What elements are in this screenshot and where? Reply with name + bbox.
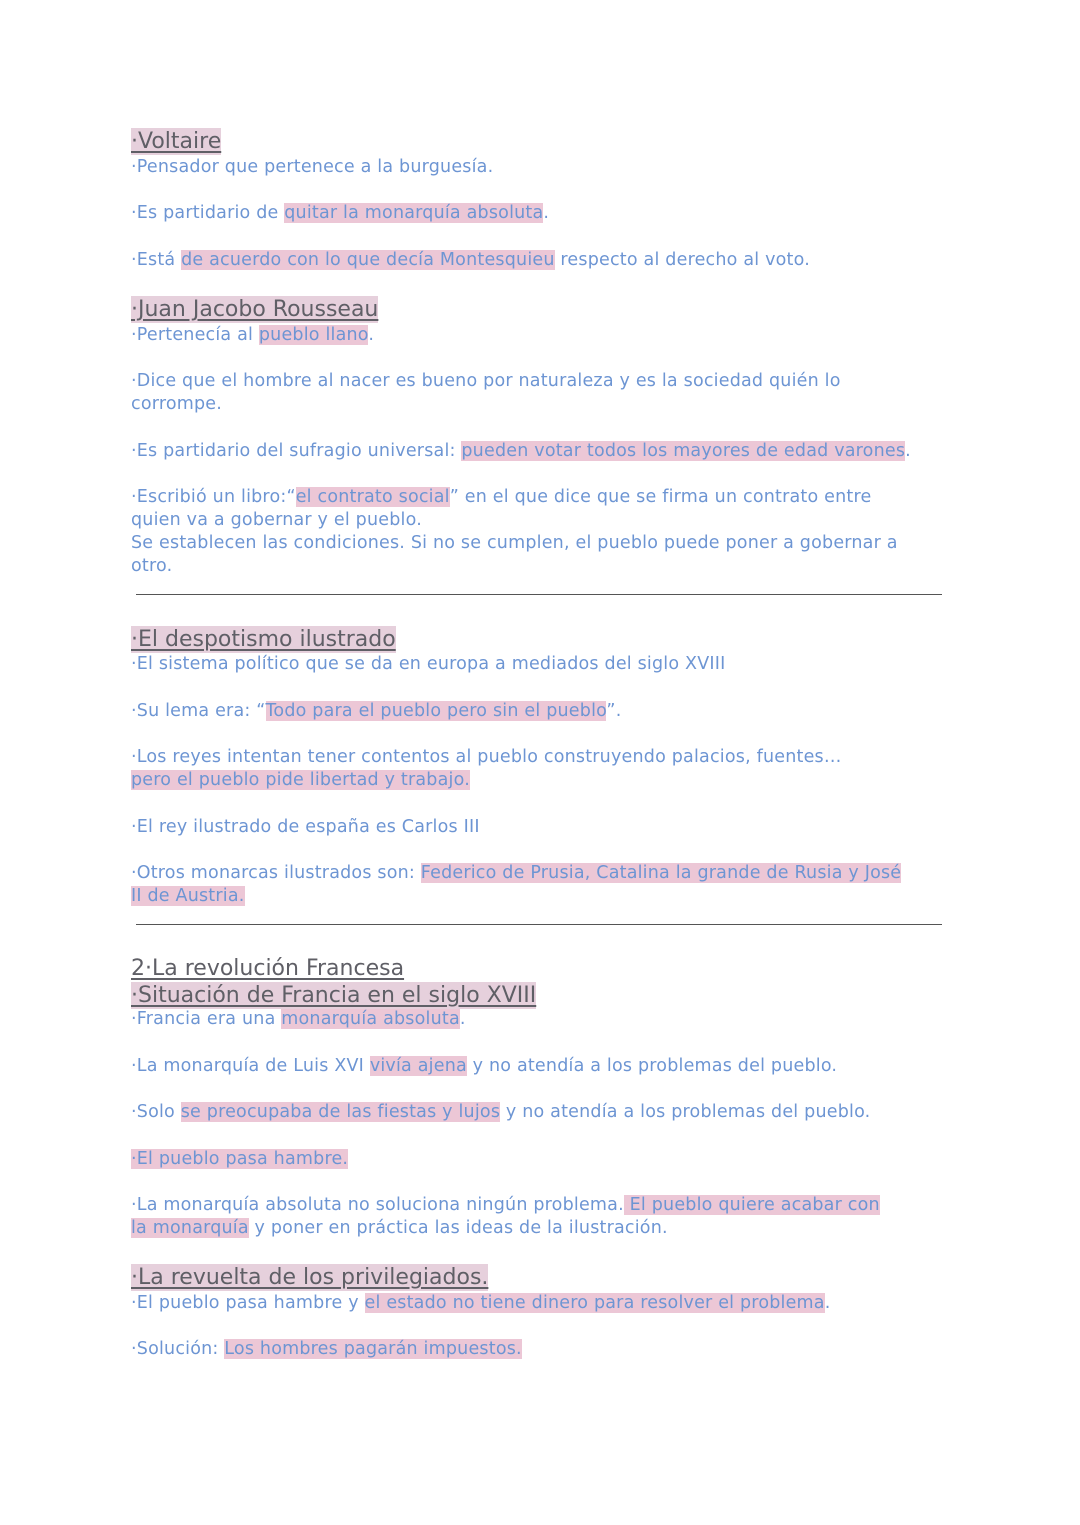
- rousseau-line-3: [131, 440, 961, 463]
- text: ·La monarquía de Luis XVI: [131, 1056, 370, 1076]
- highlight: el contrato social: [295, 487, 450, 507]
- revuelta-line-1: [131, 1292, 961, 1315]
- text: ·Es partidario del sufragio universal:: [131, 441, 462, 461]
- rousseau-line-4b: quien va a gobernar y el pueblo.: [131, 510, 422, 530]
- text: y poner en práctica las ideas de la ilustración.: [248, 1218, 668, 1238]
- voltaire-line-3: [131, 249, 961, 272]
- rousseau-line-1: [131, 324, 961, 347]
- despotismo-line-4: ·El rey ilustrado de españa es Carlos III: [131, 817, 480, 837]
- rousseau-line-5b: otro.: [131, 556, 173, 576]
- divider: [136, 924, 942, 925]
- text: ·Francia era una: [131, 1009, 282, 1029]
- text: ” en el que dice que se firma un contrato entre: [449, 487, 872, 507]
- highlight: el estado no tiene dinero para resolver el problema: [364, 1293, 825, 1313]
- highlight: El pueblo quiere acabar con: [623, 1195, 880, 1215]
- heading-voltaire: ·Voltaire: [131, 129, 222, 154]
- revolucion-line-4: [131, 1148, 961, 1171]
- heading-revolucion: 2·La revolución Francesa: [131, 956, 405, 981]
- text: ·Solo: [131, 1102, 181, 1122]
- text: ·El pueblo pasa hambre y: [131, 1293, 365, 1313]
- divider: [136, 594, 942, 595]
- text: .: [905, 441, 911, 461]
- text: ·Otros monarcas ilustrados son:: [131, 863, 421, 883]
- highlight: de acuerdo con lo que decía Montesquieu: [181, 250, 555, 270]
- despotismo-line-3b: [131, 769, 961, 792]
- heading-rousseau: ·Juan Jacobo Rousseau: [131, 297, 379, 322]
- highlight: Los hombres pagarán impuestos.: [224, 1339, 522, 1359]
- text: respecto al derecho al voto.: [554, 250, 810, 270]
- highlight: pueblo llano: [258, 325, 369, 345]
- rousseau-line-2: ·Dice que el hombre al nacer es bueno por naturaleza y es la sociedad quién lo: [131, 371, 841, 391]
- highlight: Federico de Prusia, Catalina la grande de Rusia y José: [420, 863, 902, 883]
- highlight: pero el pueblo pide libertad y trabajo.: [131, 770, 470, 790]
- rousseau-line-4: [131, 486, 961, 509]
- despotismo-line-1: ·El sistema político que se da en europa a mediados del siglo XVIII: [131, 654, 726, 674]
- heading-revuelta: ·La revuelta de los privilegiados.: [131, 1265, 489, 1290]
- highlight: vivía ajena: [369, 1056, 467, 1076]
- subheading-situacion: ·Situación de Francia en el siglo XVIII: [131, 983, 537, 1008]
- heading-despotismo: ·El despotismo ilustrado: [131, 627, 396, 652]
- highlight: monarquía absoluta: [281, 1009, 460, 1029]
- highlight: Todo para el pueblo pero sin el pueblo: [265, 701, 607, 721]
- rousseau-line-2b: corrompe.: [131, 394, 223, 414]
- voltaire-line-2: [131, 202, 961, 225]
- text: ·Solución:: [131, 1339, 225, 1359]
- text: ·Su lema era: “: [131, 701, 266, 721]
- despotismo-line-5b: [131, 885, 961, 908]
- despotismo-line-5: [131, 862, 961, 885]
- highlight: II de Austria.: [131, 886, 245, 906]
- text: .: [824, 1293, 831, 1313]
- revolucion-line-5: [131, 1194, 961, 1217]
- revolucion-line-1: [131, 1008, 961, 1031]
- revolucion-line-3: [131, 1101, 961, 1124]
- text: ”.: [606, 701, 622, 721]
- text: ·Escribió un libro:“: [131, 487, 296, 507]
- highlight: se preocupaba de las fiestas y lujos: [180, 1102, 501, 1122]
- highlight: ·El pueblo pasa hambre.: [131, 1149, 349, 1169]
- despotismo-line-2: [131, 700, 961, 723]
- revuelta-line-2: [131, 1338, 961, 1361]
- text: .: [368, 325, 375, 345]
- revolucion-line-2: [131, 1055, 961, 1078]
- text: .: [459, 1009, 466, 1029]
- text: ·Pertenecía al: [131, 325, 259, 345]
- revolucion-line-5b: [131, 1217, 961, 1240]
- text: y no atendía a los problemas del pueblo.: [500, 1102, 871, 1122]
- voltaire-line-1: ·Pensador que pertenece a la burguesía.: [131, 157, 494, 177]
- text: ·Es partidario de: [131, 203, 285, 223]
- text: ·La monarquía absoluta no soluciona ningún problema.: [131, 1195, 624, 1215]
- text: y no atendía a los problemas del pueblo.: [466, 1056, 838, 1076]
- highlight: la monarquía: [131, 1218, 249, 1238]
- text: .: [543, 203, 550, 223]
- text: ·Está: [131, 250, 182, 270]
- despotismo-line-3: ·Los reyes intentan tener contentos al pueblo construyendo palacios, fuentes…: [131, 747, 842, 767]
- rousseau-line-5: Se establecen las condiciones. Si no se cumplen, el pueblo puede poner a gobernar a: [131, 533, 898, 553]
- highlight: pueden votar todos los mayores de edad varones: [461, 441, 906, 461]
- highlight: quitar la monarquía absoluta: [284, 203, 544, 223]
